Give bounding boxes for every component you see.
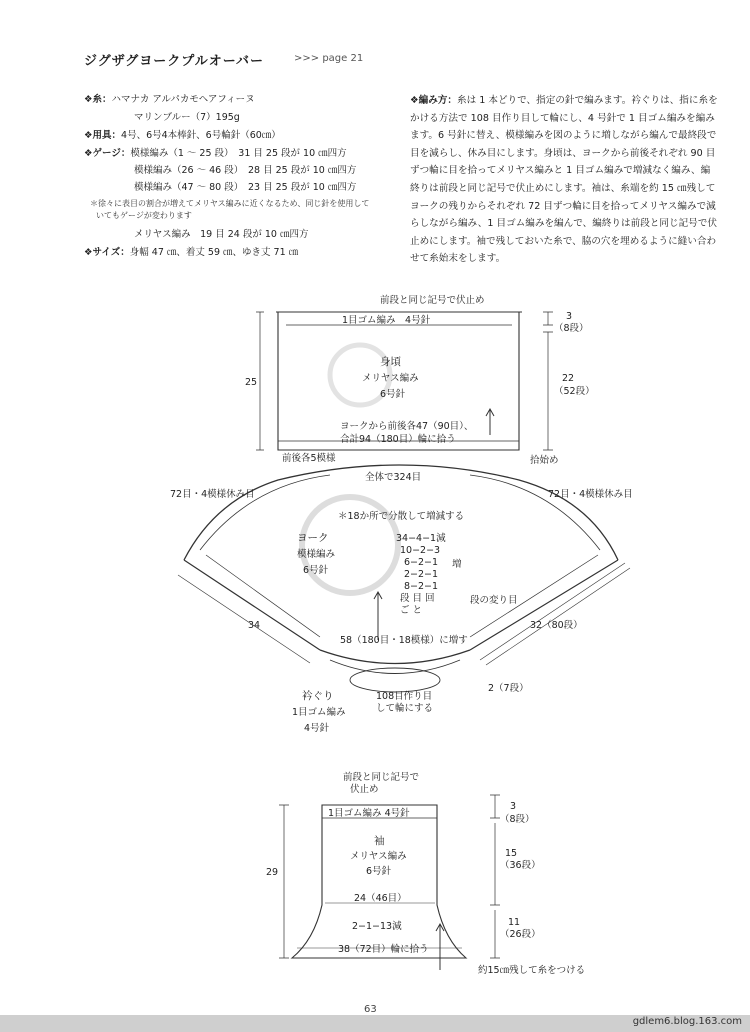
method-block — [410, 92, 718, 268]
rib-rows: （8段） — [554, 323, 589, 334]
size-label: ❖サイズ： — [84, 247, 130, 258]
sleeve-height-left: 29 — [266, 867, 279, 878]
neck-title: 衿ぐり — [302, 690, 334, 702]
gauge-label: ❖ゲージ： — [84, 148, 131, 159]
size-text: 身幅 47 ㎝、着丈 59 ㎝、ゆき丈 71 ㎝ — [129, 247, 299, 258]
body-height-right: 22 — [562, 373, 575, 384]
body-title: 身頃 — [380, 356, 401, 368]
method-head: ❖編み方： — [410, 95, 457, 106]
yoke-left-measure: 34 — [248, 620, 261, 631]
inc-marker: 増 — [452, 559, 462, 570]
hold-right: 72目・4模様休み目 — [548, 489, 633, 500]
yarn-line2: マリンブルー（7）195g — [134, 112, 240, 123]
sleeve-bindoff-2: 伏止め — [350, 784, 379, 795]
page-title: ジグザグヨークプルオーバー — [84, 54, 265, 69]
inc-row-4: 2−2−1 — [404, 569, 439, 580]
sleeve-right-dims — [490, 795, 500, 958]
yoke-left-dim — [178, 575, 310, 663]
cast-on-2: して輪にする — [376, 703, 434, 714]
start-label: 拾始め — [530, 455, 559, 466]
neck-arc-2 — [330, 660, 460, 674]
sleeve-mid-rows: （36段） — [500, 860, 541, 871]
collar-ellipse — [350, 668, 440, 692]
sleeve-height-dim — [279, 805, 289, 958]
inc-row-3: 6−2−1 — [404, 557, 439, 568]
hold-left: 72目・4模様休み目 — [170, 489, 255, 500]
inc-row-1: 34−4−1減 — [396, 533, 446, 544]
body-height-left: 25 — [245, 377, 258, 388]
sleeve-pickup: 38（72目）輪に拾う — [338, 944, 429, 955]
yoke-increase: 58（180目・18模様）に増す — [340, 635, 468, 646]
body-yoke-diagram — [0, 285, 750, 745]
page-reference: >>> page 21 — [294, 53, 364, 64]
pattern-count: 前後各5模様 — [282, 453, 336, 464]
yoke-stitch: 模様編み — [297, 549, 336, 560]
page-number: 63 — [364, 1004, 377, 1015]
inc-row-2: 10−2−3 — [400, 545, 441, 556]
gauge-line-3: 模様編み（47 〜 80 段） 23 目 25 段が 10 ㎝四方 — [134, 182, 357, 193]
sleeve-low-rows: （26段） — [500, 929, 541, 940]
tools-text: 4号、6号4本棒針、6号輪針（60㎝） — [121, 130, 281, 141]
yarn-line1: ハマナカ アルパカモヘアフィーヌ — [111, 94, 255, 105]
body-stitch: メリヤス編み — [362, 373, 419, 384]
yarn-label: ❖糸： — [84, 94, 112, 105]
rib-height: 3 — [566, 311, 573, 322]
body-bindoff-note: 前段と同じ記号で伏止め — [380, 295, 485, 306]
size-spec — [84, 245, 298, 260]
tools-spec — [84, 128, 281, 143]
sleeve-stitch: メリヤス編み — [350, 851, 407, 862]
yoke-right-measure: 32（80段） — [530, 620, 583, 631]
increase-note: ＊18か所で分散して増減する — [338, 511, 465, 522]
body-rows: （52段） — [554, 386, 595, 397]
yoke-right-dim — [480, 563, 630, 665]
inc-sub: ご と — [400, 605, 423, 616]
gauge-note-1: ＊徐々に表目の割合が増えてメリヤス編みに近くなるため、同じ針を使用して — [90, 199, 370, 208]
sleeve-bindoff-1: 前段と同じ記号で — [343, 772, 420, 783]
sleeve-needle: 6号針 — [366, 866, 392, 877]
sleeve-ribbing-label: 1目ゴム編み 4号針 — [328, 808, 410, 819]
cuff-width: 24（46目） — [354, 893, 407, 904]
sleeve-diagram — [0, 765, 750, 985]
neck-height: 2（7段） — [488, 683, 529, 694]
sleeve-rib-rows: （8段） — [500, 814, 535, 825]
sleeve-yarn-note: 約15㎝残して糸をつける — [478, 965, 586, 976]
inc-row-5: 8−2−1 — [404, 581, 439, 592]
method-text: 糸は 1 本どりで、指定の針で編みます。衿ぐりは、指に糸をかける方法で 108 目作り目して輪にし、4 号針で 1 目ゴム編みを編みます。6 号針に替え、模様編みを図のように増しながら編んで最終段で目を減らし、休み目にします。身頃は、ヨークから前後それぞれ 90 目ずつ輪に目を拾ってメリヤス編みと 1 目ゴム編みで増減なく編み、編終りは前段と同じ記号で伏止めにします。袖は、糸端を約 15 ㎝残してヨークの残りからそれぞれ 72 目ずつ輪に目を拾ってメリヤス編みで減らしながら編み、1 目ゴム編みを編んで、編終りは前段と同じ記号で伏止めにします。袖で残しておいた糸で、脇の穴を埋めるように縫い合わせて糸始末をします。 — [410, 95, 718, 265]
gauge-line-1: 模様編み（1 〜 25 段） 31 目 25 段が 10 ㎝四方 — [130, 148, 347, 159]
cast-on-1: 108目作り目 — [376, 691, 433, 702]
pickup-line-1: ヨークから前後各47（90目）、 — [340, 421, 474, 432]
gauge-note-2: いてもゲージが変わります — [96, 211, 192, 220]
sleeve-rib-height: 3 — [510, 801, 517, 812]
yoke-title: ヨーク — [297, 532, 329, 544]
sleeve-title: 袖 — [374, 835, 385, 847]
gauge-spec — [84, 146, 347, 161]
inc-headers: 段 目 回 — [400, 593, 435, 604]
body-ribbing-label: 1目ゴム編み 4号針 — [342, 315, 431, 326]
tools-label: ❖用具： — [84, 130, 122, 141]
blog-watermark: gdlem6.blog.163.com — [632, 1016, 742, 1027]
neck-stitch: 1目ゴム編み — [292, 707, 346, 718]
body-needle: 6号針 — [380, 389, 406, 400]
yarn-spec — [84, 92, 255, 107]
neck-needle: 4号針 — [304, 723, 330, 734]
body-right-dims — [543, 312, 553, 450]
yoke-needle: 6号針 — [303, 565, 329, 576]
sleeve-mid-height: 15 — [505, 848, 518, 859]
pickup-line-2: 合計94（180目）輪に拾う — [340, 434, 456, 445]
row-change: 段の変り目 — [470, 595, 518, 606]
sleeve-decrease: 2−1−13減 — [352, 921, 402, 932]
gauge-line-2: 模様編み（26 〜 46 段） 28 目 25 段が 10 ㎝四方 — [134, 165, 357, 176]
yoke-neck-arc — [320, 650, 470, 664]
gauge-stockinette: メリヤス編み 19 目 24 段が 10 ㎝四方 — [134, 229, 309, 240]
body-height-dim — [256, 312, 264, 450]
total-stitches: 全体で324目 — [365, 472, 422, 483]
sleeve-low-height: 11 — [508, 917, 521, 928]
